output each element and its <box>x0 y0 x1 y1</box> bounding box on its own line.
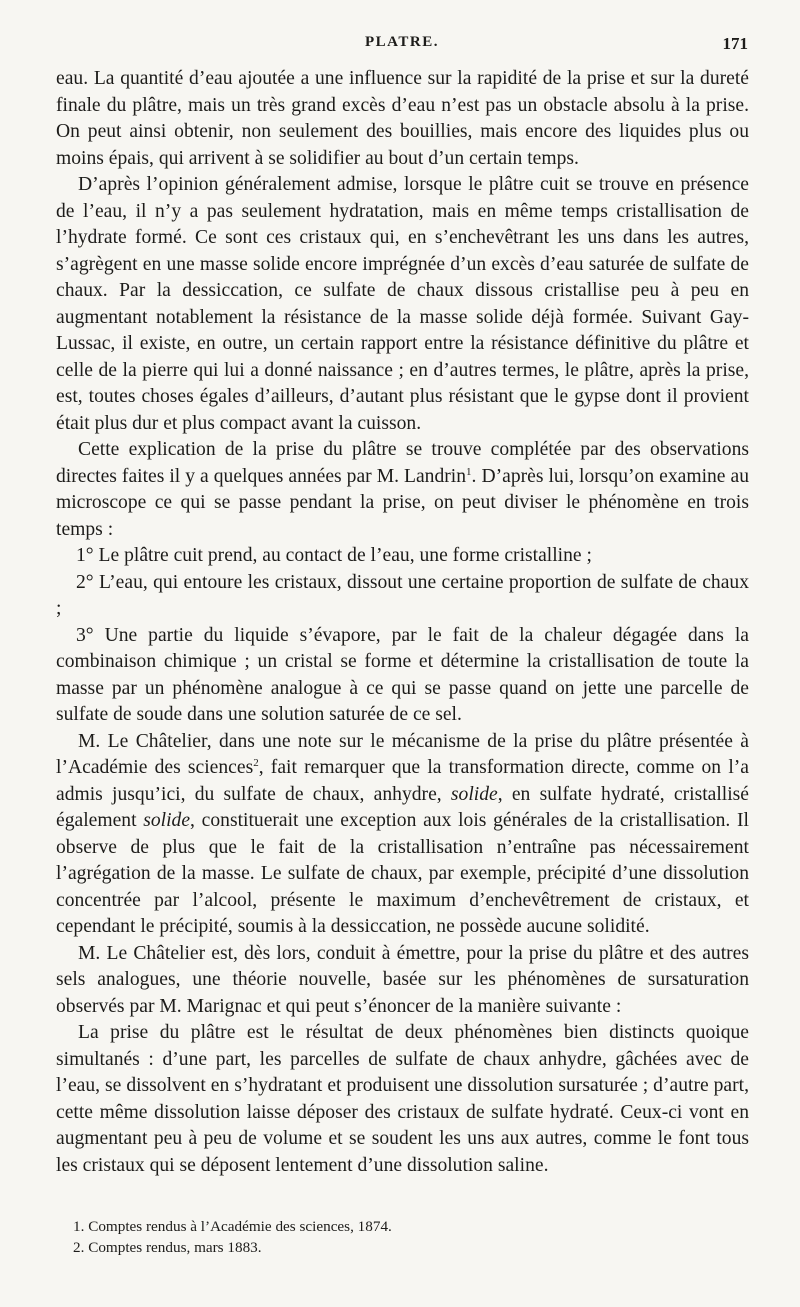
footnote-1: 1. Comptes rendus à l’Académie des sciences, 1874. <box>73 1218 392 1235</box>
footnotes <box>56 1216 749 1258</box>
list-item-1: 1° Le plâtre cuit prend, au contact de l’eau, une forme cristalline ; <box>76 545 592 566</box>
footnote-ref-2: 2 <box>253 757 259 769</box>
paragraph-text: , fait remarquer que la transformation directe, comme on l’a admis jusqu’ici, du sulfate de chaux, anhydre, <box>56 757 749 805</box>
paragraph-le-chatelier-note <box>56 729 749 941</box>
paragraph-new-theory: M. Le Châtelier est, dès lors, conduit à émettre, pour la prise du plâtre et des autres sels analogues, une théorie nouvelle, basée sur les phénomènes de sursaturation observés par M. Marignac et qui peut s’énoncer de la manière suivante : <box>56 942 749 1017</box>
paragraph-text: M. Le Châtelier, dans une note sur le mécanisme de la prise du plâtre présentée à l’Académie des sciences <box>56 730 749 778</box>
paragraph-text: Cette explication de la prise du plâtre se trouve complétée par des observations directes faites il y a quelques années par M. Landrin <box>56 439 749 487</box>
paragraph-landrin <box>56 437 749 543</box>
paragraph-text: , en sulfate hydraté, cristallisé également <box>56 783 750 831</box>
paragraph-text: . D’après lui, lorsqu’on examine au microscope ce qui se passe pendant la prise, on peut diviser le phénomène en trois temps : <box>56 465 749 540</box>
page-number: 171 <box>722 34 748 53</box>
running-title: PLATRE. <box>365 34 439 50</box>
paragraph-common-opinion: D’après l’opinion généralement admise, lorsque le plâtre cuit se trouve en présence de l’eau, il n’y a pas seulement hydratation, mais en même temps cristallisation de l’hydrate formé. Ce sont ces cristaux qui, en s’enchevêtrant les uns dans les autres, s’agrègent en une masse solide encore imprégnée d’un excès d’eau saturée de sulfate de chaux. Par la dessiccation, ce sulfate de chaux dissous cristallise peu à peu en augmentant notablement la résistance de la masse solide déjà formée. Suivant Gay-Lussac, il existe, en outre, un certain rapport entre la résistance définitive du plâtre et celle de la pierre qui lui a donné naissance ; en d’autres termes, le plâtre, après la prise, est, toutes choses égales d’ailleurs, d’autant plus résistant que le gypse dont il provient était plus dur et plus compact avant la cuisson. <box>56 174 749 434</box>
body-text <box>56 66 749 1179</box>
list-item-2: 2° L’eau, qui entoure les cristaux, dissout une certaine proportion de sulfate de chaux ; <box>56 571 749 619</box>
emphasis-solide: solide <box>143 810 191 831</box>
emphasis-solide: solide <box>450 783 498 805</box>
footnote-ref-1: 1 <box>466 465 472 478</box>
running-header <box>56 34 748 58</box>
paragraph-setting-result: La prise du plâtre est le résultat de deux phénomènes bien distincts quoique simultanés : d’une part, les parcelles de sulfate de chaux anhydre, gâchées avec de l’eau, se dissolvent en s’hydratant et produisent une dissolution sursaturée ; d’autre part, cette même dissolution laisse déposer des cristaux de sulfate hydraté. Ceux-ci vont en augmentant peu à peu de volume et se soudent les uns aux autres, comme le font tous les cristaux qui se déposent lentement d’une dissolution saline. <box>56 1022 749 1176</box>
footnote-2: 2. Comptes rendus, mars 1883. <box>73 1239 262 1256</box>
paragraph-text: , constituerait une exception aux lois générales de la cristallisation. Il observe de plus que le fait de la cristallisation n’entraîne pas nécessairement l’agrégation de la masse. Le sulfate de chaux, par exemple, précipité d’une dissolution concentrée par l’alcool, présente le maximum d’enchevêtrement de cristaux, et cependant le précipité, soumis à la dessiccation, ne possède aucune solidité. <box>56 810 749 937</box>
paragraph-continued: eau. La quantité d’eau ajoutée a une influence sur la rapidité de la prise et sur la dureté finale du plâtre, mais un très grand excès d’eau n’est pas un obstacle absolu à la prise. On peut ainsi obtenir, non seulement des bouillies, mais encore des liquides plus ou moins épais, qui arrivent à se solidifier au bout d’un certain temps. <box>56 68 749 169</box>
list-item-3: 3° Une partie du liquide s’évapore, par le fait de la chaleur dégagée dans la combinaison chimique ; un cristal se forme et détermine la cristallisation de toute la masse par un phénomène analogue à ce qui se passe quand on jette une parcelle de sulfate de soude dans une solution saturée de ce sel. <box>56 624 749 725</box>
